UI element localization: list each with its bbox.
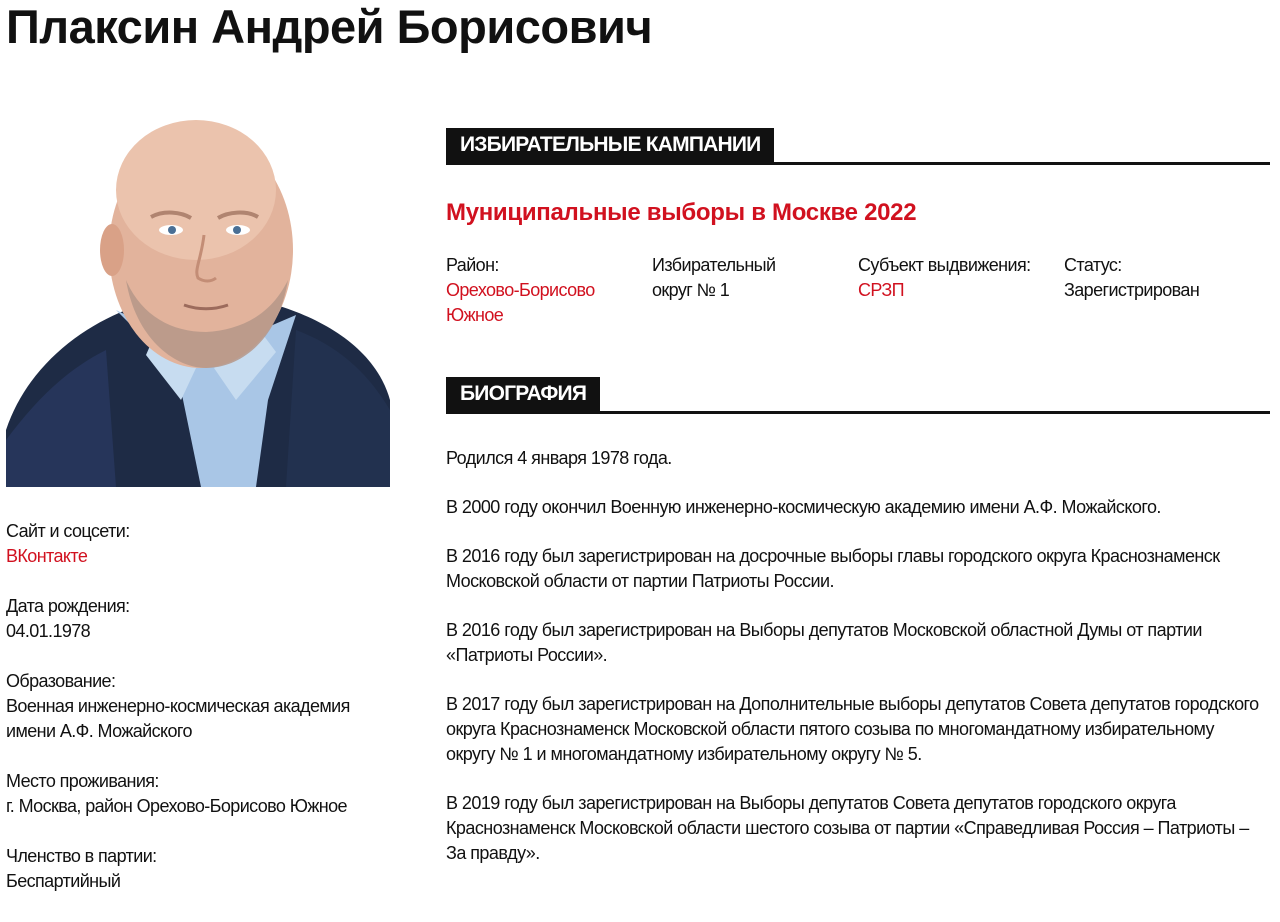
vkontakte-link[interactable]: ВКонтакте <box>6 546 88 566</box>
social-block <box>6 519 406 569</box>
residence-value: г. Москва, район Орехово-Борисово Южное <box>6 796 347 816</box>
social-label: Сайт и соцсети: <box>6 521 130 541</box>
birth-block <box>6 594 406 644</box>
bio-paragraph: В 2017 году был зарегистрирован на Дополнительные выборы депутатов Совета депутатов городского округа Краснознаменск Московской области пятого созыва по многомандатному избирательному округу № 1 и многомандатному избирательному округу № 5. <box>446 694 1259 764</box>
party-block <box>6 844 406 894</box>
education-value-line2: имени А.Ф. Можайского <box>6 721 192 741</box>
education-value-line1: Военная инженерно-космическая академия <box>6 696 350 716</box>
status-column <box>1064 253 1270 328</box>
candidate-photo <box>6 100 390 487</box>
constituency-column <box>652 253 858 328</box>
residence-block <box>6 769 406 819</box>
bio-paragraph: Родился 4 января 1978 года. <box>446 448 672 468</box>
profile-details <box>6 519 406 919</box>
nominator-column <box>858 253 1064 328</box>
status-label: Статус: <box>1064 255 1122 275</box>
residence-label: Место проживания: <box>6 771 159 791</box>
birth-label: Дата рождения: <box>6 596 130 616</box>
campaigns-section-title: ИЗБИРАТЕЛЬНЫЕ КАМПАНИИ <box>446 128 774 162</box>
biography-text <box>446 446 1266 890</box>
district-label: Район: <box>446 255 499 275</box>
bio-paragraph: В 2019 году был зарегистрирован на Выборы депутатов Совета депутатов городского округа Краснознаменск Московской области шестого созыва от партии «Справедливая Россия – Патриоты – За правду». <box>446 793 1249 863</box>
education-block <box>6 669 406 744</box>
biography-section-title: БИОГРАФИЯ <box>446 377 600 411</box>
nominator-label: Субъект выдвижения: <box>858 255 1031 275</box>
district-link-line1[interactable]: Орехово-Борисово <box>446 280 595 300</box>
party-label: Членство в партии: <box>6 846 157 866</box>
constituency-line2: округ № 1 <box>652 280 730 300</box>
education-label: Образование: <box>6 671 116 691</box>
bio-paragraph: В 2016 году был зарегистрирован на Выборы депутатов Московской областной Думы от партии «Патриоты России». <box>446 620 1202 665</box>
bio-paragraph: В 2016 году был зарегистрирован на досрочные выборы главы городского округа Краснознаменск Московской области от партии Патриоты России. <box>446 546 1220 591</box>
campaigns-section-header <box>446 128 1270 165</box>
election-title-link[interactable]: Муниципальные выборы в Москве 2022 <box>446 199 917 226</box>
campaign-details <box>446 253 1270 328</box>
constituency-line1: Избирательный <box>652 255 776 275</box>
district-link-line2[interactable]: Южное <box>446 305 504 325</box>
party-value: Беспартийный <box>6 871 121 891</box>
page-title: Плаксин Андрей Борисович <box>6 0 653 53</box>
nominator-link[interactable]: СРЗП <box>858 280 905 300</box>
bio-paragraph: В 2000 году окончил Военную инженерно-космическую академию имени А.Ф. Можайского. <box>446 497 1161 517</box>
biography-section-header <box>446 377 1270 414</box>
district-column <box>446 253 652 328</box>
birth-value: 04.01.1978 <box>6 621 91 641</box>
status-value: Зарегистрирован <box>1064 280 1200 300</box>
